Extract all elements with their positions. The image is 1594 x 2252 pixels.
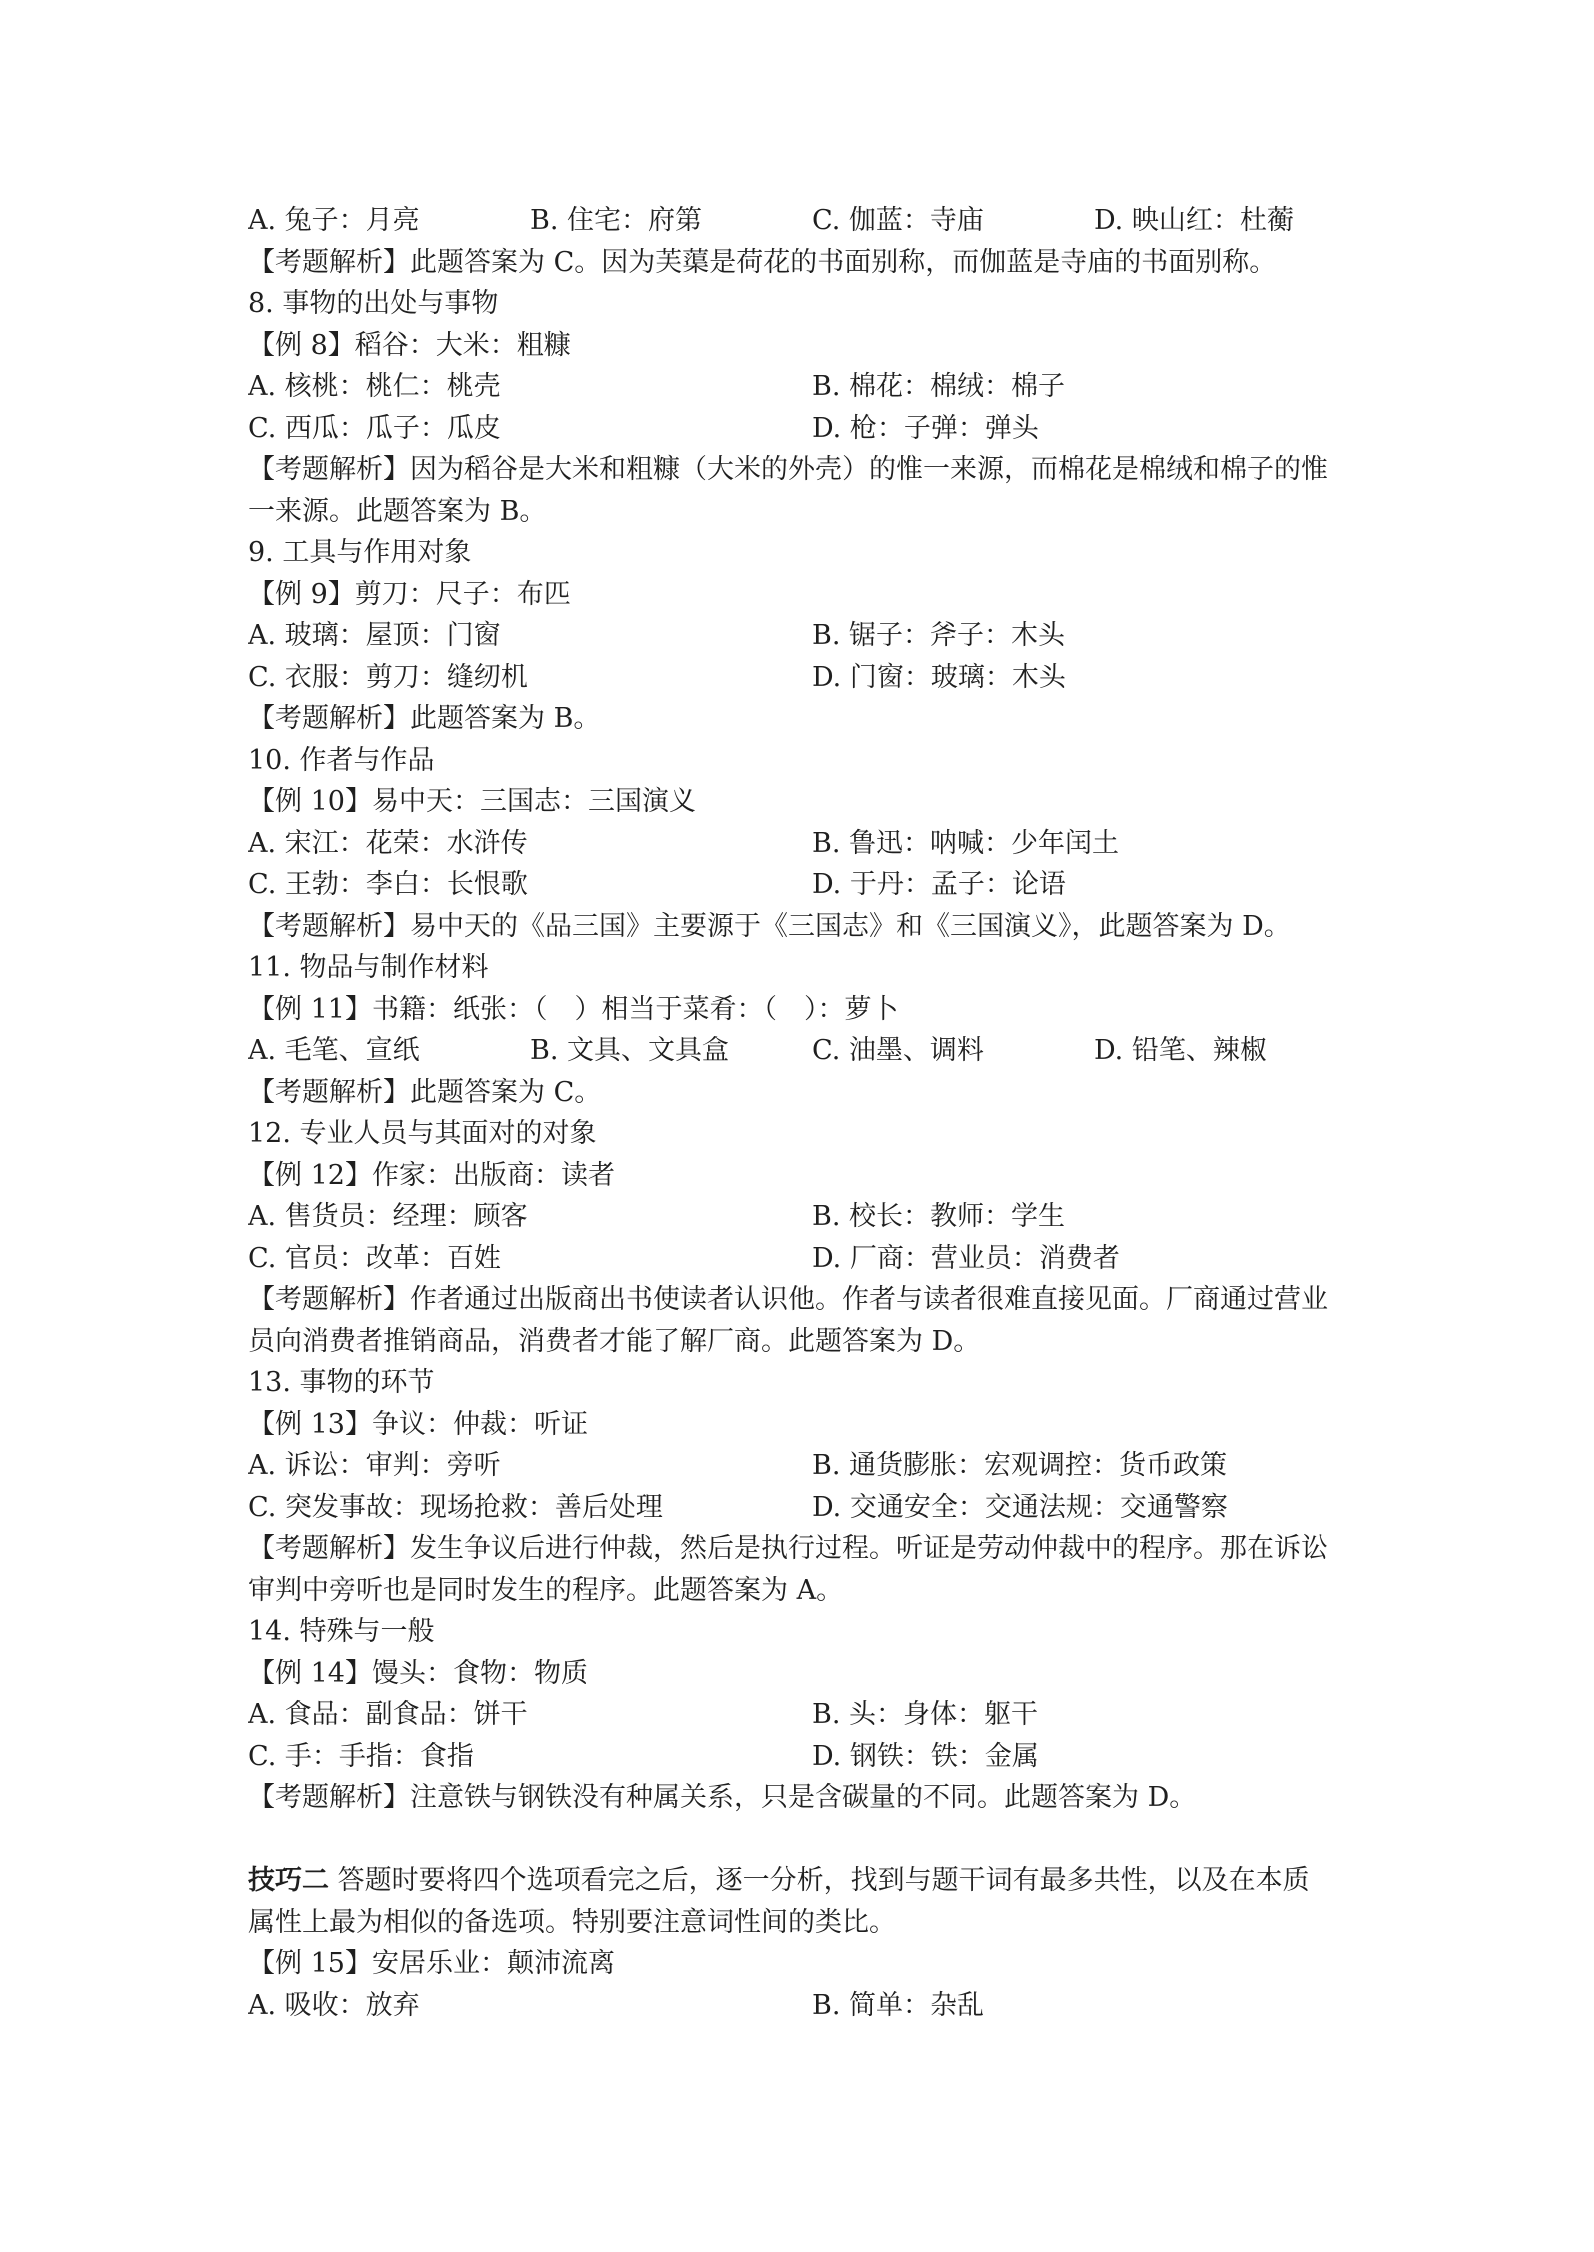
analysis-line: 【考题解析】此题答案为 B。 [248, 703, 601, 734]
option-a: A. 核桃：桃仁：桃壳 [248, 371, 501, 402]
options-row [248, 1694, 1358, 1736]
document-content [248, 200, 1358, 2026]
option-b: B. 头：身体：躯干 [812, 1699, 1039, 1730]
section-heading: 11. 物品与制作材料 [248, 952, 489, 983]
option-b: B. 棉花：棉绒：棉子 [812, 371, 1066, 402]
example-line: 【例 10】易中天：三国志：三国演义 [248, 786, 696, 817]
options-row [248, 1030, 1358, 1072]
analysis-line: 【考题解析】此题答案为 C。因为芙蕖是荷花的书面别称，而伽蓝是寺庙的书面别称。 [248, 246, 1277, 278]
option-c: C. 突发事故：现场抢救：善后处理 [248, 1491, 663, 1523]
option-d: D. 于丹：孟子：论语 [812, 869, 1066, 900]
option-c: C. 西瓜：瓜子：瓜皮 [248, 412, 501, 444]
example-line: 【例 12】作家：出版商：读者 [248, 1159, 615, 1191]
section-heading: 10. 作者与作品 [248, 744, 435, 776]
example-line: 【例 14】馒头：食物：物质 [248, 1657, 588, 1689]
option-c: C. 油墨、调料 [812, 1035, 984, 1066]
example-line: 【例 15】安居乐业：颠沛流离 [248, 1948, 615, 1979]
option-c: C. 伽蓝：寺庙 [812, 205, 984, 236]
option-c: C. 王勃：李白：长恨歌 [248, 869, 528, 900]
section-heading: 14. 特殊与一般 [248, 1616, 435, 1647]
option-d: D. 门窗：玻璃：木头 [812, 661, 1066, 693]
option-b: B. 校长：教师：学生 [812, 1201, 1066, 1232]
analysis-line: 【考题解析】易中天的《品三国》主要源于《三国志》和《三国演义》，此题答案为 D。 [248, 910, 1291, 942]
option-c: C. 衣服：剪刀：缝纫机 [248, 661, 528, 693]
section-heading: 13. 事物的环节 [248, 1367, 435, 1398]
option-d: D. 交通安全：交通法规：交通警察 [812, 1491, 1228, 1523]
options-row [248, 366, 1358, 408]
option-d: D. 映山红：杜蘅 [1094, 205, 1294, 236]
example-line: 【例 8】稻谷：大米：粗糠 [248, 329, 571, 361]
options-row [248, 1196, 1358, 1238]
option-b: B. 文具、文具盒 [530, 1035, 730, 1066]
tip-line [248, 1860, 1358, 1902]
tip-title: 技巧二 [248, 1865, 329, 1896]
options-row [248, 615, 1358, 657]
option-b: B. 锯子：斧子：木头 [812, 620, 1066, 651]
option-d: D. 枪：子弹：弹头 [812, 412, 1039, 444]
option-c: C. 官员：改革：百姓 [248, 1242, 501, 1274]
options-row [248, 1487, 1358, 1529]
options-row [248, 200, 1358, 242]
analysis-line: 【考题解析】因为稻谷是大米和粗糠（大米的外壳）的惟一来源，而棉花是棉绒和棉子的惟 [248, 454, 1328, 485]
options-row [248, 823, 1358, 865]
options-row [248, 408, 1358, 450]
option-d: D. 钢铁：铁：金属 [812, 1740, 1039, 1772]
analysis-line: 一来源。此题答案为 B。 [248, 495, 547, 527]
option-a: A. 宋江：花荣：水浒传 [248, 827, 528, 859]
section-heading: 8. 事物的出处与事物 [248, 288, 499, 319]
tip-line: 属性上最为相似的备选项。特别要注意词性间的类比。 [248, 1906, 896, 1938]
option-b: B. 鲁迅：呐喊：少年闰土 [812, 827, 1120, 859]
option-b: B. 通货膨胀：宏观调控：货币政策 [812, 1450, 1228, 1481]
analysis-line: 【考题解析】发生争议后进行仲裁，然后是执行过程。听证是劳动仲裁中的程序。那在诉讼 [248, 1533, 1328, 1564]
option-a: A. 诉讼：审判：旁听 [248, 1450, 501, 1481]
option-c: C. 手：手指：食指 [248, 1740, 474, 1772]
paragraph-gap [248, 1819, 1358, 1861]
option-a: A. 毛笔、宣纸 [248, 1035, 420, 1066]
tip-text: 答题时要将四个选项看完之后，逐一分析，找到与题干词有最多共性，以及在本质 [337, 1865, 1310, 1896]
section-heading: 9. 工具与作用对象 [248, 537, 472, 568]
options-row [248, 864, 1358, 906]
analysis-line: 审判中旁听也是同时发生的程序。此题答案为 A。 [248, 1574, 844, 1606]
option-b: B. 住宅：府第 [530, 205, 703, 236]
options-row [248, 657, 1358, 699]
option-b: B. 简单：杂乱 [812, 1989, 985, 2021]
analysis-line: 【考题解析】此题答案为 C。 [248, 1076, 602, 1108]
option-d: D. 铅笔、辣椒 [1094, 1035, 1267, 1066]
option-a: A. 售货员：经理：顾客 [248, 1201, 528, 1232]
analysis-line: 【考题解析】注意铁与钢铁没有种属关系，只是含碳量的不同。此题答案为 D。 [248, 1782, 1197, 1813]
option-a: A. 兔子：月亮 [248, 205, 420, 236]
example-line: 【例 13】争议：仲裁：听证 [248, 1408, 588, 1440]
options-row [248, 1985, 1358, 2027]
option-a: A. 玻璃：屋顶：门窗 [248, 620, 501, 651]
example-line: 【例 11】书籍：纸张：（ ）相当于菜肴：（ ）：萝卜 [248, 993, 899, 1025]
options-row [248, 1736, 1358, 1778]
analysis-line: 【考题解析】作者通过出版商出书使读者认识他。作者与读者很难直接见面。厂商通过营业 [248, 1284, 1328, 1315]
options-row [248, 1445, 1358, 1487]
section-heading: 12. 专业人员与其面对的对象 [248, 1118, 597, 1149]
option-a: A. 吸收：放弃 [248, 1989, 420, 2021]
options-row [248, 1238, 1358, 1280]
option-a: A. 食品：副食品：饼干 [248, 1699, 528, 1730]
option-d: D. 厂商：营业员：消费者 [812, 1242, 1120, 1274]
example-line: 【例 9】剪刀：尺子：布匹 [248, 578, 571, 610]
analysis-line: 员向消费者推销商品，消费者才能了解厂商。此题答案为 D。 [248, 1325, 981, 1357]
